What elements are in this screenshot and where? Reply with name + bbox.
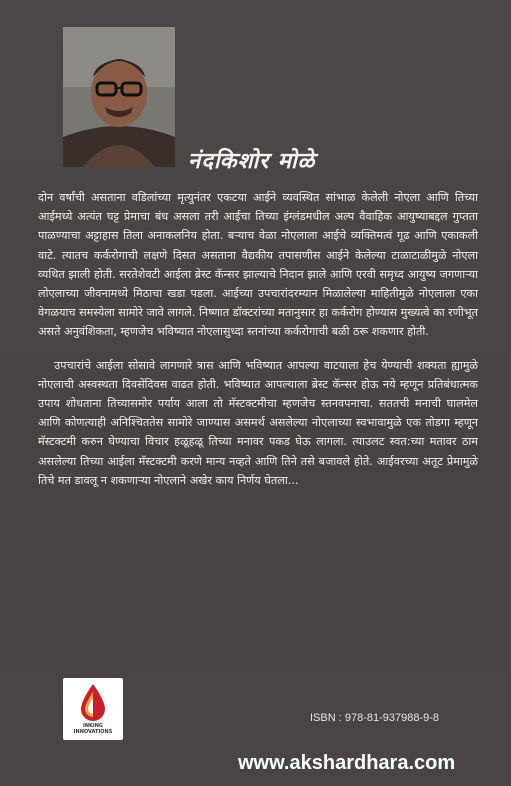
author-portrait-icon bbox=[63, 27, 175, 167]
book-blurb bbox=[38, 188, 478, 504]
website-url[interactable]: www.akshardhara.com bbox=[238, 752, 456, 774]
author-name: नंदकिशोर मोळे bbox=[188, 149, 316, 174]
isbn-text: ISBN : 978-81-937988-9-8 bbox=[310, 712, 440, 724]
author-photo bbox=[63, 27, 175, 167]
publisher-name: INKING INNOVATIONS bbox=[73, 723, 113, 735]
ink-drop-logo-icon bbox=[81, 684, 105, 722]
blurb-paragraph: उपचारांचे आईला सोसावे लागणारे त्रास आणि भविष्यात आपल्या वाटयाला हेच येण्याची शक्यता ह्यामुळे नोएलाची अस्वस्थता दिवसेंदिवस वाढत होती. भविष्यात आपल्याला ब्रेस्ट कॅन्सर होऊ नये म्हणून प्रतिबंधात्मक उपाय शोधताना तिच्यासमोर पर्याय आला तो मॅस्टक्टमीचा म्हणजेच स्तनवपनाचा. सततची मनाची घालमेल आणि कोणत्याही अनिश्चिततेस सामोरे जाण्यास असमर्थ असलेल्या नोएलाच्या स्वभावामुळे एक तोडगा म्हणून मॅस्टक्टमी करुन घेण्याचा विचार हळूहळू तिच्या मनावर पकड घेऊ लागला. त्याउलट स्वत:च्या मतावर ठाम असलेल्या तिच्या आईला मॅस्टक्टमी करणे मान्य नव्हते आणि तिने तसे बजावले होते. आईवरच्या अतूट प्रेमामुळे तिचे मत डावलू न शकणाऱ्या नोएलाने अखेर काय निर्णय घेतला... bbox=[38, 358, 478, 487]
blurb-paragraph: दोन वर्षांची असताना वडिलांच्या मृत्युनंतर एकटया आईने व्यवस्थित सांभाळ केलेली नोएला आणि तिच्या आईमध्ये अत्यंत घट्ट प्रेमाचा बंध असला तरी आईचा तिच्या इंग्लंडमधील अल्प वैवाहिक आयुष्याबद्दल गुप्तता पाळण्याचा अट्टाहास तिला अनाकलनिय होता. बऱ्याच वेळा नोएलाला आईचे व्यक्तिमत्वं गूढ आणि एकाकली वाटे. त्यातच कर्करोगाची लक्षणे दिसत असताना वैद्यकीय तपासणीस आईने केलेल्या टाळाटाळीमुळे नोएला व्यथित झाली होती. सरतेशेवटी आईला ब्रेस्ट कॅन्सर झाल्याचे निदान झाले आणि एरवी समृध्द आयुष्य जगणाऱ्या लोएलाच्या जीवनामध्ये मिठाचा खडा पडला. आईच्या उपचारांदरम्यान मिळालेल्या माहितीमुळे नोएलाला एका वेगळयाच समस्येला सामोरे जावे लागले. निष्णात डॉक्टरांच्या मतानुसार हा कर्करोग होण्यास मुख्यत्वे का रणीभूत असते अनुवंशिकता, म्हणजेच भविष्यात नोएलासुध्दा स्तनांच्या कर्करोगाची बळी ठरू शकणार होती. bbox=[38, 191, 478, 339]
publisher-logo-box bbox=[63, 678, 123, 740]
